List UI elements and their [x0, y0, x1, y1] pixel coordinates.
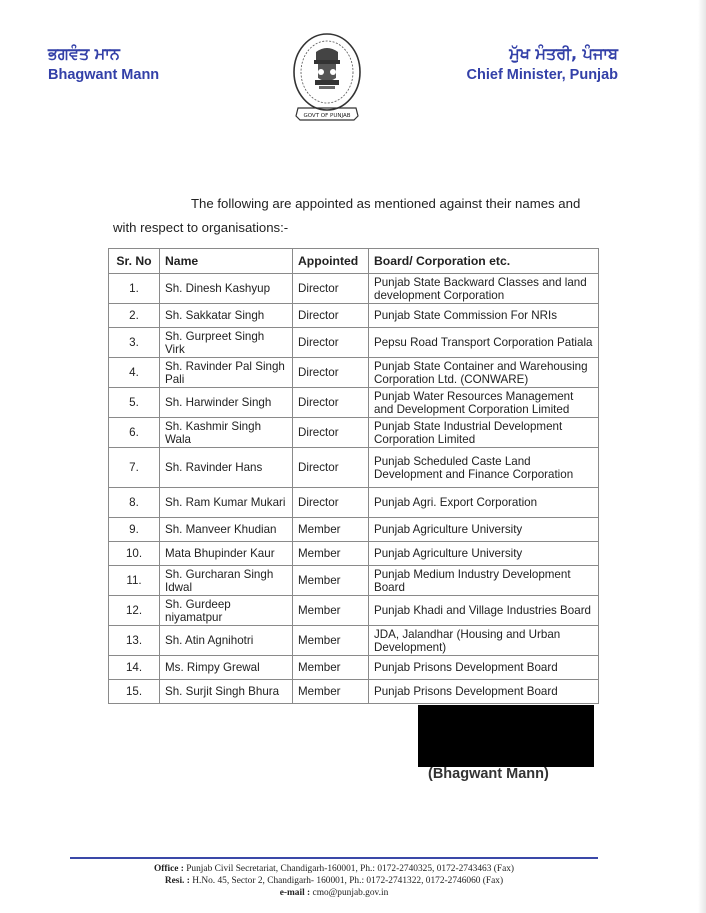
- cell-name: Sh. Ravinder Pal Singh Pali: [160, 358, 293, 388]
- cell-sr: 7.: [109, 448, 160, 488]
- cell-board: Punjab Agriculture University: [369, 518, 599, 542]
- cell-sr: 11.: [109, 566, 160, 596]
- cell-sr: 9.: [109, 518, 160, 542]
- letterhead-left: [48, 44, 159, 83]
- cell-sr: 13.: [109, 626, 160, 656]
- cell-appointed: Member: [293, 680, 369, 704]
- cell-board: Punjab State Commission For NRIs: [369, 304, 599, 328]
- cell-sr: 2.: [109, 304, 160, 328]
- cell-board: Punjab State Industrial Development Corporation Limited: [369, 418, 599, 448]
- cell-name: Sh. Harwinder Singh: [160, 388, 293, 418]
- office-address: Punjab Civil Secretariat, Chandigarh-160001, Ph.: 0172-2740325, 0172-2743463 (Fax): [186, 864, 515, 874]
- name-english: Bhagwant Mann: [48, 67, 160, 83]
- header-sr-no: Sr. No: [109, 249, 160, 274]
- letterhead-right: [467, 44, 618, 83]
- header-board: Board/ Corporation etc.: [369, 249, 599, 274]
- resi-address: H.No. 45, Sector 2, Chandigarh- 160001, Ph.: 0172-2741322, 0172-2746060 (Fax): [192, 876, 504, 886]
- cell-appointed: Director: [293, 418, 369, 448]
- cell-board: Punjab Agriculture University: [369, 542, 599, 566]
- table-header-row: [109, 249, 599, 274]
- table-row: [109, 274, 599, 304]
- footer-divider: [70, 857, 598, 859]
- cell-name: Ms. Rimpy Grewal: [160, 656, 293, 680]
- table-row: [109, 518, 599, 542]
- redacted-signature-block: [418, 705, 594, 767]
- cell-sr: 5.: [109, 388, 160, 418]
- intro-paragraph: [113, 192, 597, 240]
- header-appointed: Appointed: [293, 249, 369, 274]
- resi-label: Resi. :: [164, 876, 190, 886]
- cell-name: Sh. Manveer Khudian: [160, 518, 293, 542]
- cell-board: Punjab State Container and Warehousing Corporation Ltd. (CONWARE): [369, 358, 599, 388]
- table-row: [109, 626, 599, 656]
- letter-footer: [60, 863, 608, 899]
- cell-sr: 14.: [109, 656, 160, 680]
- cell-appointed: Member: [293, 656, 369, 680]
- cell-appointed: Director: [293, 304, 369, 328]
- table-row: [109, 596, 599, 626]
- cell-name: Sh. Surjit Singh Bhura: [160, 680, 293, 704]
- table-row: [109, 418, 599, 448]
- cell-appointed: Director: [293, 448, 369, 488]
- email-address: cmo@punjab.gov.in: [312, 888, 389, 898]
- footer-office-line: [60, 863, 608, 875]
- name-punjabi: ਭਗਵੰਤ ਮਾਨ: [48, 44, 120, 63]
- cell-board: JDA, Jalandhar (Housing and Urban Development): [369, 626, 599, 656]
- cell-appointed: Director: [293, 358, 369, 388]
- cell-board: Punjab State Backward Classes and land development Corporation: [369, 274, 599, 304]
- table-row: [109, 656, 599, 680]
- cell-sr: 8.: [109, 488, 160, 518]
- cell-appointed: Director: [293, 488, 369, 518]
- cell-appointed: Member: [293, 596, 369, 626]
- cell-sr: 12.: [109, 596, 160, 626]
- cell-appointed: Director: [293, 274, 369, 304]
- cell-name: Sh. Ravinder Hans: [160, 448, 293, 488]
- cell-appointed: Director: [293, 388, 369, 418]
- cell-sr: 4.: [109, 358, 160, 388]
- footer-email-line: [60, 887, 608, 899]
- cell-sr: 3.: [109, 328, 160, 358]
- cell-board: Punjab Water Resources Management and Development Corporation Limited: [369, 388, 599, 418]
- cell-sr: 15.: [109, 680, 160, 704]
- cell-board: Punjab Scheduled Caste Land Development and Finance Corporation: [369, 448, 599, 488]
- table-row: [109, 488, 599, 518]
- table-row: [109, 358, 599, 388]
- page-edge-shadow: [698, 0, 706, 913]
- cell-name: Sh. Dinesh Kashyup: [160, 274, 293, 304]
- table-row: [109, 542, 599, 566]
- cell-board: Punjab Agri. Export Corporation: [369, 488, 599, 518]
- cell-appointed: Member: [293, 518, 369, 542]
- table-row: [109, 388, 599, 418]
- title-english: Chief Minister, Punjab: [466, 67, 618, 83]
- cell-appointed: Member: [293, 542, 369, 566]
- cell-board: Punjab Prisons Development Board: [369, 680, 599, 704]
- table-row: [109, 328, 599, 358]
- state-emblem-seal: [290, 30, 364, 134]
- cell-appointed: Member: [293, 566, 369, 596]
- seal-label: GOVT OF PUNJAB: [303, 113, 351, 119]
- cell-name: Mata Bhupinder Kaur: [160, 542, 293, 566]
- table-row: [109, 566, 599, 596]
- intro-line-1: The following are appointed as mentioned against their names and: [191, 196, 581, 211]
- header-name: Name: [160, 249, 293, 274]
- cell-board: Punjab Khadi and Village Industries Board: [369, 596, 599, 626]
- appointments-table: [108, 248, 599, 704]
- cell-sr: 10.: [109, 542, 160, 566]
- cell-name: Sh. Gurcharan Singh Idwal: [160, 566, 293, 596]
- footer-resi-line: [60, 875, 608, 887]
- cell-sr: 6.: [109, 418, 160, 448]
- cell-name: Sh. Gurpreet Singh Virk: [160, 328, 293, 358]
- cell-name: Sh. Atin Agnihotri: [160, 626, 293, 656]
- office-label: Office :: [153, 864, 184, 874]
- cell-name: Sh. Gurdeep niyamatpur: [160, 596, 293, 626]
- signatory-name: (Bhagwant Mann): [428, 766, 549, 782]
- table-row: [109, 304, 599, 328]
- emblem-icon: [290, 30, 364, 134]
- cell-appointed: Member: [293, 626, 369, 656]
- cell-name: Sh. Ram Kumar Mukari: [160, 488, 293, 518]
- cell-board: Pepsu Road Transport Corporation Patiala: [369, 328, 599, 358]
- title-punjabi: ਮੁੱਖ ਮੰਤਰੀ, ਪੰਜਾਬ: [509, 44, 618, 63]
- table-row: [109, 448, 599, 488]
- cell-sr: 1.: [109, 274, 160, 304]
- table-row: [109, 680, 599, 704]
- cell-appointed: Director: [293, 328, 369, 358]
- email-label: e-mail :: [279, 888, 311, 898]
- cell-name: Sh. Sakkatar Singh: [160, 304, 293, 328]
- cell-board: Punjab Medium Industry Development Board: [369, 566, 599, 596]
- cell-name: Sh. Kashmir Singh Wala: [160, 418, 293, 448]
- cell-board: Punjab Prisons Development Board: [369, 656, 599, 680]
- intro-line-2: with respect to organisations:-: [113, 220, 289, 235]
